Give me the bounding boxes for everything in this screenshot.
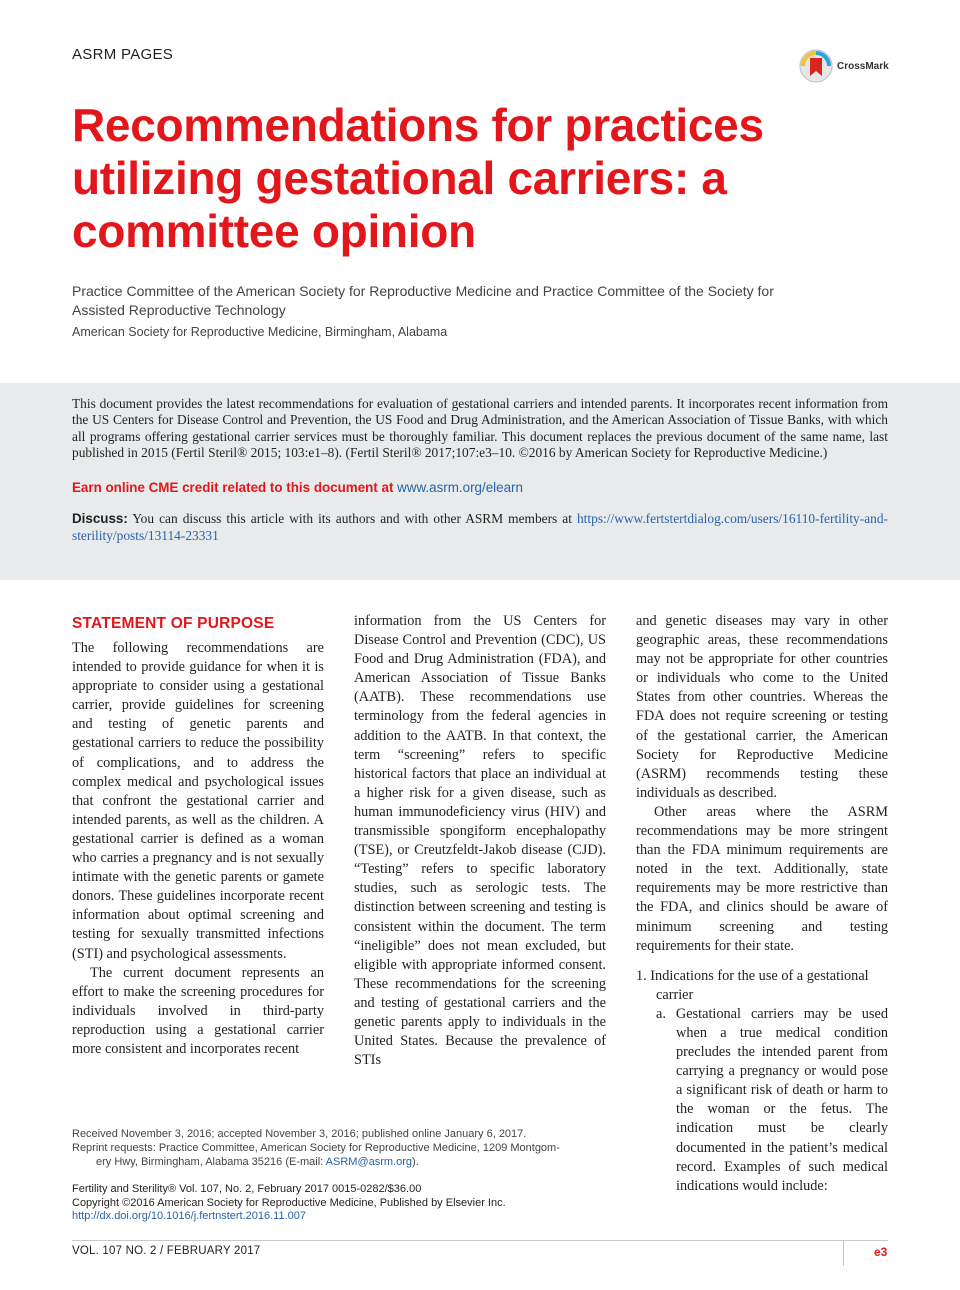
discuss-link[interactable]: https://www.fertstertdialog.com/users/16110-fertility-and-sterility/posts/13114-23331 <box>72 511 888 543</box>
list-item-text: Gestational carriers may be used when a true medical condition precludes the intended parent from carrying a pregnancy or would pose a significant risk of death or harm to the woman or the fetus. The indication must be clearly documented in the patient’s medical record. Examples of such medical indications would include: <box>675 1005 888 1194</box>
paragraph: information from the US Centers for Disease Control and Prevention (CDC), US Food and Drug Administration (FDA), and American Association of Tissue Banks (AATB). These recommendations use terminology from the federal agencies in addition to the AATB. In that context, the term “screening” refers to specific historical factors that place an individual at a higher risk for a given disease, such as human immunodeficiency virus (HIV) and transmissible spongiform encephalopathy (TSE), or Creutzfeldt-Jakob disease (CJD). “Testing” refers to specific laboratory studies, such as serologic tests. The distinction between screening and testing is consistent within the document. The term “ineligible” does not mean excluded, but eligible with appropriate informed consent. These recommendations for the screening and testing of gestational carriers and the genetic parents apply to individuals in the United States. Because the prevalence of STIs <box>354 613 606 1069</box>
journal-info: Fertility and Sterility® Vol. 107, No. 2, February 2017 0015-0282/$36.00 <box>72 1183 422 1195</box>
publication-info <box>72 1183 612 1224</box>
discuss-line <box>72 510 888 544</box>
footer-divider <box>72 1240 888 1241</box>
doi-link[interactable]: http://dx.doi.org/10.1016/j.fertnstert.2016.11.007 <box>72 1210 307 1222</box>
body-column-3 <box>636 612 888 1196</box>
crossmark-icon <box>799 49 833 83</box>
body-column-2 <box>354 612 606 1070</box>
reprint-requests: Reprint requests: Practice Committee, American Society for Reproductive Medicine, 1209 Montgom- <box>72 1142 560 1154</box>
cme-link[interactable]: www.asrm.org/elearn <box>397 480 523 495</box>
crossmark-badge[interactable] <box>799 49 889 83</box>
body-column-1 <box>72 614 324 1059</box>
paragraph: The current document represents an effort to make the screening procedures for individuals involved in third-party reproduction using a gestational carrier more consistent and incorporates recent <box>72 964 324 1057</box>
cme-text: Earn online CME credit related to this document at <box>72 480 398 495</box>
list-item <box>636 1005 888 1196</box>
affiliation: American Society for Reproductive Medicine, Birmingham, Alabama <box>72 325 448 339</box>
received-note <box>72 1127 612 1169</box>
reprint-email-link[interactable]: ASRM@asrm.org <box>325 1156 413 1168</box>
section-heading: STATEMENT OF PURPOSE <box>72 615 275 632</box>
author-list: Practice Committee of the American Society for Reproductive Medicine and Practice Committee of the Society for Assisted Reproductive Technology <box>72 283 774 318</box>
discuss-label: Discuss: <box>72 511 128 526</box>
reprint-address-text: ery Hwy, Birmingham, Alabama 35216 (E-mail: <box>96 1156 326 1168</box>
paragraph: Other areas where the ASRM recommendations may be more stringent than the FDA minimum requirements are noted in the text. Additionally, state requirements may be more restrictive than the FDA, and clinics should be aware of minimum screening and testing requirements for their state. <box>636 803 888 954</box>
list-item: 1. Indications for the use of a gestational carrier <box>636 967 869 1003</box>
list-marker: a. <box>656 1005 666 1022</box>
paragraph: The following recommendations are intended to provide guidance for when it is appropriate to consider using a gestational carrier, provide guidelines for screening and testing of genetic parents and gestational carriers to reduce the possibility of complications, and to address the complex medical and psychological issues that confront the gestational carrier and intended parents, as well as the children. A gestational carrier is defined as a woman who carries a pregnancy and is not sexually intimate with the genetic parents or gamete donors. These guidelines incorporate recent information about optimal screening and testing for sexually transmitted infections (STI) and psychological assessments. <box>72 640 324 962</box>
section-label: ASRM PAGES <box>72 46 174 63</box>
footer-separator <box>843 1240 844 1266</box>
footer-volume: VOL. 107 NO. 2 / FEBRUARY 2017 <box>72 1245 261 1257</box>
article-title: Recommendations for practices utilizing gestational carriers: a committee opinion <box>72 99 764 257</box>
reprint-end: ). <box>412 1156 419 1168</box>
copyright: Copyright ©2016 American Society for Reproductive Medicine, Published by Elsevier Inc. <box>72 1196 506 1209</box>
paragraph: and genetic diseases may vary in other geographic areas, these recommendations may not be appropriate for other countries or individuals who come to the United States from other countries. Whereas the FDA does not require screening or testing of the gestational carrier, the American Society for Reproductive Medicine (ASRM) recommends testing these individuals as described. <box>636 613 888 801</box>
received-dates: Received November 3, 2016; accepted November 3, 2016; published online January 6, 2017. <box>72 1128 527 1140</box>
cme-line <box>72 480 523 495</box>
page-number: e3 <box>874 1245 888 1259</box>
abstract-text: This document provides the latest recommendations for evaluation of gestational carriers and intended parents. It incorporates recent information from the US Centers for Disease Control and Prevention, the US Food and Drug Administration, and the American Association of Tissue Banks, with which all programs offering gestational carrier services must be thoroughly familiar. This document replaces the previous document of the same name, last published in 2015 (Fertil Steril® 2015; 103:e1–8). (Fertil Steril® 2017;107:e3–10. ©2016 by American Society for Reproductive Medicine.) <box>72 396 888 461</box>
crossmark-label: CrossMark <box>837 60 889 72</box>
reprint-address <box>72 1155 612 1169</box>
discuss-text: You can discuss this article with its authors and with other ASRM members at <box>127 511 577 526</box>
